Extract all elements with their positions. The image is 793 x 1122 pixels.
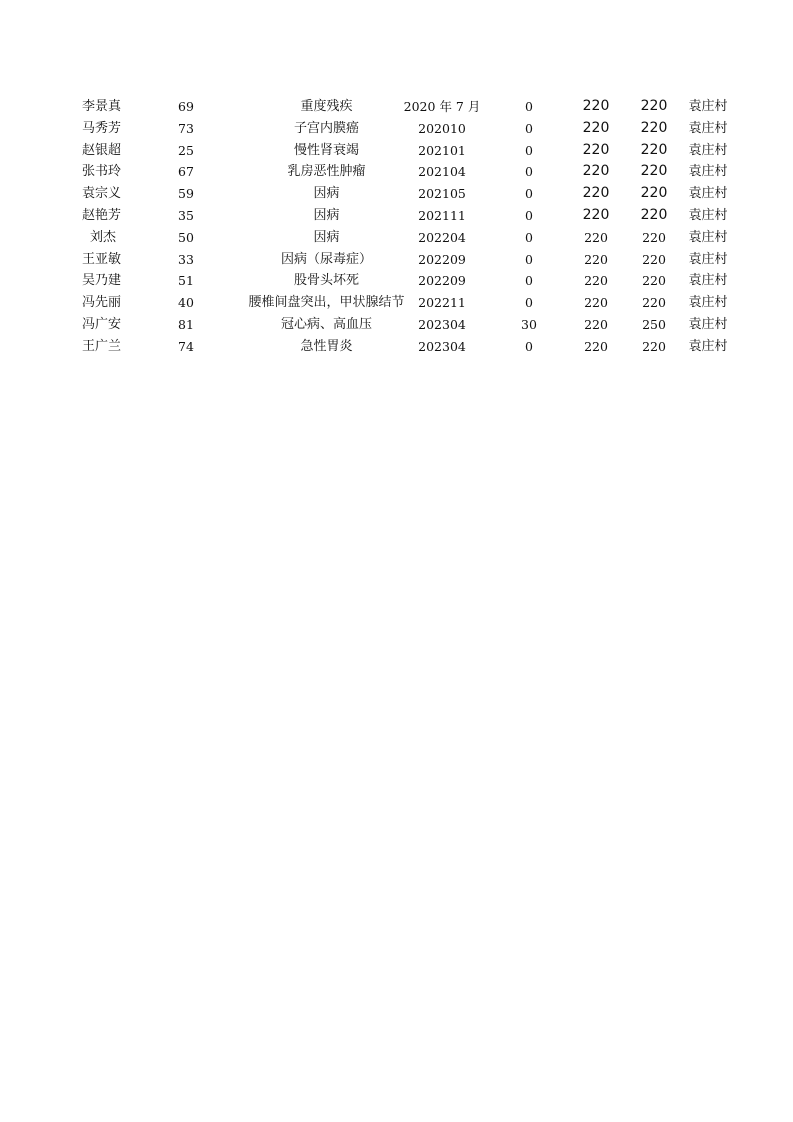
date-cell: 202204 — [418, 229, 466, 245]
date-cell: 202209 — [418, 273, 466, 289]
reason-cell: 重度残疾 — [300, 99, 353, 114]
date-cell: 202211 — [418, 295, 466, 311]
village-cell: 袁庄村 — [688, 273, 728, 289]
relief-table — [74, 96, 744, 358]
amount-cell-3: 220 — [640, 163, 668, 180]
amount-cell-3: 220 — [640, 185, 668, 202]
date-cell: 202111 — [418, 207, 466, 223]
date-cell: 202304 — [418, 316, 466, 332]
amount-cell-2: 220 — [582, 119, 610, 136]
amount-cell-3: 220 — [642, 273, 666, 289]
amount-cell-2: 220 — [584, 295, 608, 311]
amount-cell-1: 0 — [525, 295, 533, 311]
table-row — [74, 314, 744, 336]
amount-cell-1: 0 — [525, 186, 533, 202]
reason-cell: 因病 — [313, 207, 340, 223]
amount-cell-2: 220 — [582, 206, 610, 223]
amount-cell-2: 220 — [582, 141, 610, 158]
reason-cell: 冠心病、高血压 — [280, 316, 372, 332]
amount-cell-2: 220 — [584, 251, 608, 267]
name-cell: 马秀芳 — [82, 120, 122, 136]
date-cell: 202304 — [418, 338, 466, 354]
age-cell: 67 — [178, 164, 194, 180]
amount-cell-1: 0 — [525, 338, 533, 354]
date-cell: 202105 — [418, 186, 466, 202]
age-cell: 25 — [178, 142, 194, 158]
name-cell: 赵银超 — [82, 142, 122, 158]
name-cell: 王广兰 — [82, 338, 122, 354]
amount-cell-1: 0 — [525, 142, 533, 158]
date-cell: 202101 — [418, 142, 466, 158]
amount-cell-1: 0 — [525, 251, 533, 267]
date-cell: 202209 — [418, 251, 466, 267]
village-cell: 袁庄村 — [688, 295, 728, 311]
name-cell: 袁宗义 — [82, 186, 122, 202]
age-cell: 81 — [178, 316, 194, 332]
amount-cell-2: 220 — [582, 185, 610, 202]
village-cell: 袁庄村 — [688, 229, 728, 245]
amount-cell-3: 220 — [640, 119, 668, 136]
name-cell: 冯先丽 — [82, 295, 122, 311]
amount-cell-2: 220 — [584, 338, 608, 354]
table-row — [74, 96, 744, 118]
amount-cell-2: 220 — [584, 316, 608, 332]
village-cell: 袁庄村 — [688, 142, 728, 158]
amount-cell-3: 220 — [642, 295, 666, 311]
name-cell: 吴乃建 — [82, 273, 122, 289]
amount-cell-2: 220 — [584, 229, 608, 245]
village-cell: 袁庄村 — [688, 120, 728, 136]
reason-cell: 急性胃炎 — [300, 338, 353, 354]
reason-cell: 因病 — [313, 186, 340, 202]
age-cell: 35 — [178, 207, 194, 223]
reason-cell: 子宫内膜癌 — [293, 120, 359, 136]
date-cell: 202104 — [418, 164, 466, 180]
age-cell: 51 — [178, 273, 194, 289]
village-cell: 袁庄村 — [688, 99, 728, 114]
amount-cell-3: 220 — [640, 141, 668, 158]
table-row — [74, 227, 744, 249]
amount-cell-3: 250 — [642, 316, 666, 332]
name-cell: 李景真 — [82, 99, 122, 114]
table-row — [74, 336, 744, 358]
age-cell: 73 — [178, 120, 194, 136]
table-row — [74, 118, 744, 140]
village-cell: 袁庄村 — [688, 207, 728, 223]
age-cell: 50 — [178, 229, 194, 245]
age-cell: 33 — [178, 251, 194, 267]
reason-cell: 慢性肾衰竭 — [293, 142, 359, 158]
date-cell: 202010 — [418, 120, 466, 136]
amount-cell-1: 0 — [525, 273, 533, 289]
village-cell: 袁庄村 — [688, 338, 728, 354]
age-cell: 59 — [178, 186, 194, 202]
amount-cell-1: 30 — [521, 316, 537, 332]
reason-cell: 腰椎间盘突出，甲状腺结节 — [248, 295, 405, 311]
amount-cell-2: 220 — [582, 163, 610, 180]
amount-cell-3: 220 — [642, 229, 666, 245]
amount-cell-2: 220 — [584, 273, 608, 289]
reason-cell: 乳房恶性肿瘤 — [287, 164, 366, 180]
village-cell: 袁庄村 — [688, 251, 728, 267]
amount-cell-3: 220 — [640, 206, 668, 223]
village-cell: 袁庄村 — [688, 186, 728, 202]
reason-cell: 因病 — [313, 229, 340, 245]
name-cell: 王亚敏 — [82, 251, 122, 267]
amount-cell-1: 0 — [525, 229, 533, 245]
age-cell: 69 — [178, 99, 194, 114]
amount-cell-3: 220 — [642, 251, 666, 267]
table-row — [74, 140, 744, 162]
date-cell: 2020 年 7 月 — [403, 99, 481, 114]
amount-cell-2: 220 — [582, 98, 610, 114]
name-cell: 赵艳芳 — [82, 207, 122, 223]
age-cell: 40 — [178, 295, 194, 311]
reason-cell: 因病（尿毒症） — [280, 251, 372, 267]
name-cell: 冯广安 — [82, 316, 122, 332]
amount-cell-3: 220 — [642, 338, 666, 354]
amount-cell-3: 220 — [640, 98, 668, 114]
name-cell: 刘杰 — [90, 229, 117, 245]
amount-cell-1: 0 — [525, 164, 533, 180]
table-row — [74, 161, 744, 183]
table-row — [74, 270, 744, 292]
reason-cell: 股骨头坏死 — [293, 273, 359, 289]
table-row — [74, 249, 744, 271]
table-row — [74, 292, 744, 314]
village-cell: 袁庄村 — [688, 316, 728, 332]
table-row — [74, 205, 744, 227]
table-row — [74, 183, 744, 205]
name-cell: 张书玲 — [82, 164, 122, 180]
village-cell: 袁庄村 — [688, 164, 728, 180]
amount-cell-1: 0 — [525, 120, 533, 136]
amount-cell-1: 0 — [525, 207, 533, 223]
amount-cell-1: 0 — [525, 99, 533, 114]
age-cell: 74 — [178, 338, 194, 354]
